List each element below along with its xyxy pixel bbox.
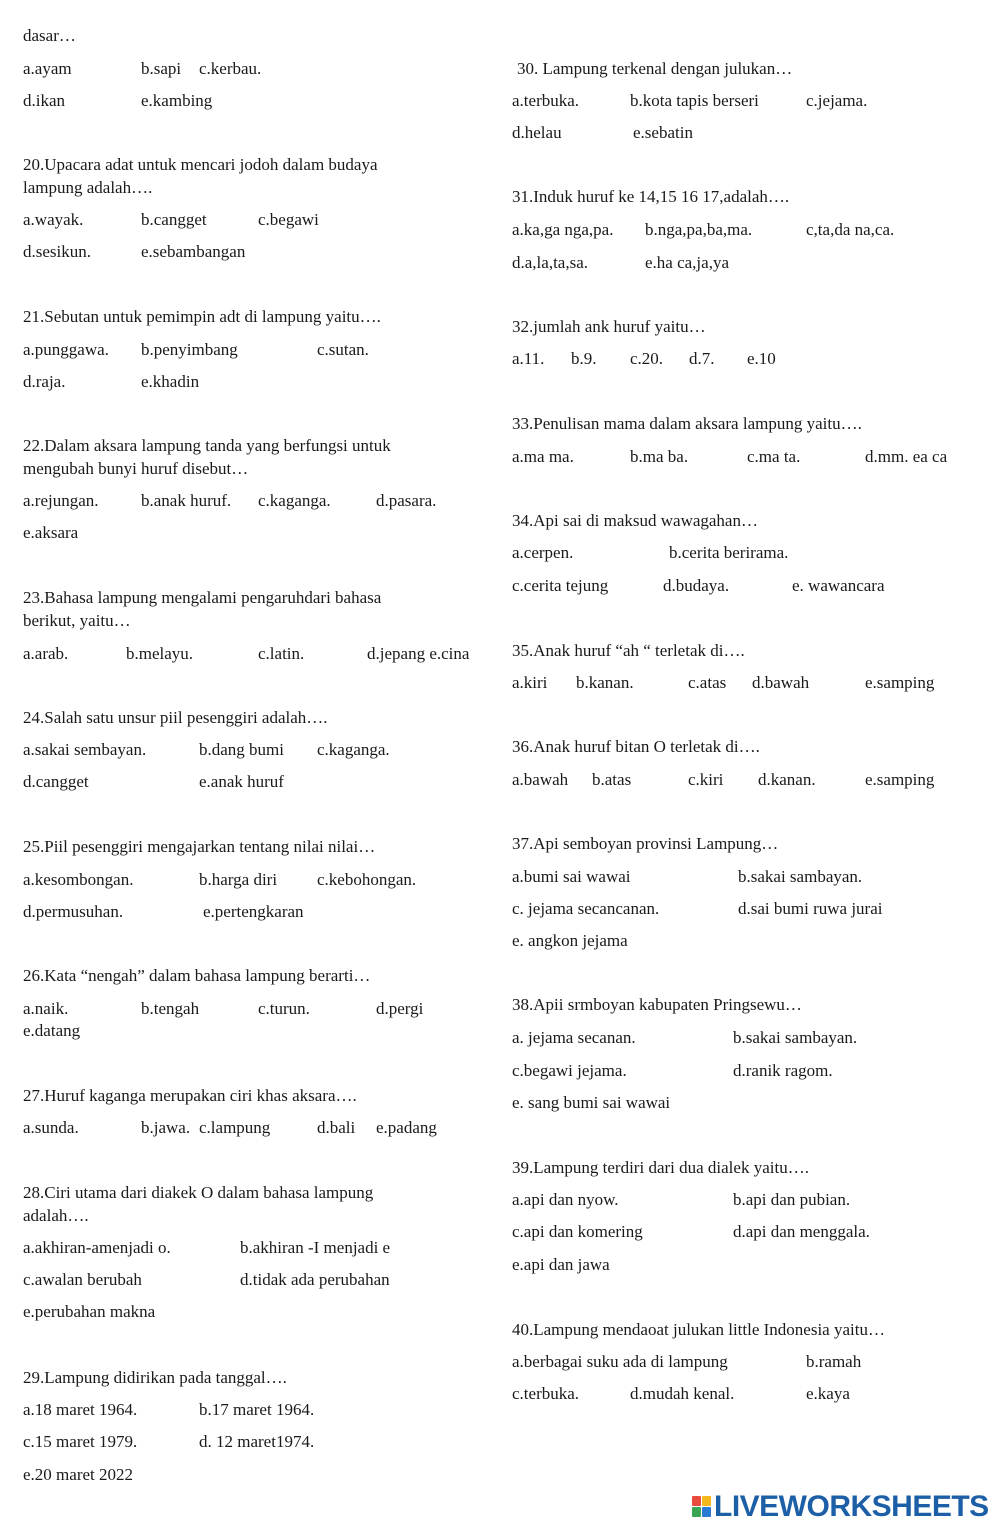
q32-option-c: c.20. (630, 349, 664, 368)
q37-option-e: e. angkon jejama (512, 931, 628, 950)
q20-option-b: b.cangget (141, 210, 207, 229)
q35-option-e: e.samping (865, 673, 935, 692)
q36-option-c: c.kiri (688, 770, 724, 789)
q35-option-b: b.kanan. (576, 673, 634, 692)
q34-option-d: d.budaya. (663, 576, 730, 595)
q30-option-c: c.jejama. (806, 91, 868, 110)
q26-option-a: a.naik. (23, 999, 69, 1018)
q29-option-b: b.17 maret 1964. (199, 1400, 315, 1419)
q32-option-b: b.9. (571, 349, 597, 368)
question-20-text-cont: lampung adalah…. (23, 178, 153, 197)
q36-option-a: a.bawah (512, 770, 569, 789)
question-34-text: 34.Api sai di maksud wawagahan… (512, 511, 758, 530)
q39-option-b: b.api dan pubian. (733, 1190, 851, 1209)
q22-option-e: e.aksara (23, 523, 79, 542)
q38-option-e: e. sang bumi sai wawai (512, 1093, 671, 1112)
q29-option-e: e.20 maret 2022 (23, 1465, 133, 1484)
q30-option-a: a.terbuka. (512, 91, 580, 110)
q34-option-c: c.cerita tejung (512, 576, 609, 595)
q21-option-b: b.penyimbang (141, 340, 238, 359)
q30-option-d: d.helau (512, 123, 562, 142)
q31-option-a: a.ka,ga nga,pa. (512, 220, 614, 239)
q25-option-d: d.permusuhan. (23, 902, 124, 921)
q24-option-c: c.kaganga. (317, 740, 390, 759)
q23-option-a: a.arab. (23, 644, 69, 663)
q23-option-b: b.melayu. (126, 644, 194, 663)
q27-option-d: d.bali (317, 1118, 356, 1137)
q39-option-e: e.api dan jawa (512, 1255, 610, 1274)
question-27-text: 27.Huruf kaganga merupakan ciri khas aksara…. (23, 1086, 357, 1105)
q36-option-b: b.atas (592, 770, 632, 789)
q27-option-a: a.sunda. (23, 1118, 79, 1137)
q28-option-c: c.awalan berubah (23, 1270, 142, 1289)
liveworksheets-logo-icon (692, 1496, 712, 1518)
q32-option-d: d.7. (689, 349, 715, 368)
q24-option-b: b.dang bumi (199, 740, 284, 759)
q32-option-a: a.11. (512, 349, 545, 368)
q21-option-d: d.raja. (23, 372, 66, 391)
q21-option-c: c.sutan. (317, 340, 369, 359)
question-23-text-cont: berikut, yaitu… (23, 611, 131, 630)
q21-option-a: a.punggawa. (23, 340, 109, 359)
q24-option-a: a.sakai sembayan. (23, 740, 147, 759)
q32-option-e: e.10 (747, 349, 776, 368)
brand-name: LIVEWORKSHEETS (714, 1490, 989, 1523)
q19-option-d: d.ikan (23, 91, 66, 110)
q34-option-a: a.cerpen. (512, 543, 574, 562)
question-36-text: 36.Anak huruf bitan O terletak di…. (512, 737, 760, 756)
q31-option-c: c,ta,da na,ca. (806, 220, 895, 239)
q20-option-e: e.sebambangan (141, 242, 246, 261)
q22-option-d: d.pasara. (376, 491, 437, 510)
question-26-text: 26.Kata “nengah” dalam bahasa lampung berarti… (23, 966, 371, 985)
q36-option-e: e.samping (865, 770, 935, 789)
q33-option-b: b.ma ba. (630, 447, 689, 466)
q24-option-d: d.cangget (23, 772, 89, 791)
q40-option-c: c.terbuka. (512, 1384, 580, 1403)
q19-option-c: c.kerbau. (199, 59, 262, 78)
question-30-text: 30. Lampung terkenal dengan julukan… (517, 59, 793, 78)
q26-option-e: e.datang (23, 1021, 81, 1040)
question-39-text: 39.Lampung terdiri dari dua dialek yaitu…. (512, 1158, 809, 1177)
q33-option-a: a.ma ma. (512, 447, 574, 466)
q37-option-b: b.sakai sambayan. (738, 867, 863, 886)
question-21-text: 21.Sebutan untuk pemimpin adt di lampung yaitu…. (23, 307, 381, 326)
question-29-text: 29.Lampung didirikan pada tanggal…. (23, 1368, 287, 1387)
q37-option-c: c. jejama secancanan. (512, 899, 660, 918)
q26-option-d: d.pergi (376, 999, 424, 1018)
question-32-text: 32.jumlah ank huruf yaitu… (512, 317, 706, 336)
question-35-text: 35.Anak huruf “ah “ terletak di…. (512, 641, 745, 660)
q37-option-a: a.bumi sai wawai (512, 867, 631, 886)
q22-option-a: a.rejungan. (23, 491, 99, 510)
q39-option-c: c.api dan komering (512, 1222, 643, 1241)
q23-option-d-e: d.jepang e.cina (367, 644, 470, 663)
question-19-continuation: dasar… (23, 26, 76, 45)
q25-option-b: b.harga diri (199, 870, 278, 889)
q19-option-a: a.ayam (23, 59, 72, 78)
q31-option-b: b.nga,pa,ba,ma. (645, 220, 753, 239)
q28-option-e: e.perubahan makna (23, 1302, 156, 1321)
q35-option-a: a.kiri (512, 673, 548, 692)
question-33-text: 33.Penulisan mama dalam aksara lampung yaitu…. (512, 414, 862, 433)
q22-option-c: c.kaganga. (258, 491, 331, 510)
q20-option-a: a.wayak. (23, 210, 84, 229)
q26-option-b: b.tengah (141, 999, 200, 1018)
q31-option-d: d.a,la,ta,sa. (512, 253, 588, 272)
q40-option-d: d.mudah kenal. (630, 1384, 735, 1403)
question-28-text: 28.Ciri utama dari diakek O dalam bahasa lampung (23, 1183, 374, 1202)
q37-option-d: d.sai bumi ruwa jurai (738, 899, 883, 918)
question-22-text-cont: mengubah bunyi huruf disebut… (23, 459, 249, 478)
q30-option-e: e.sebatin (633, 123, 693, 142)
question-20-text: 20.Upacara adat untuk mencari jodoh dalam budaya (23, 155, 378, 174)
q19-option-e: e.kambing (141, 91, 213, 110)
q34-option-e: e. wawancara (792, 576, 885, 595)
q25-option-e: e.pertengkaran (203, 902, 304, 921)
q24-option-e: e.anak huruf (199, 772, 284, 791)
q38-option-d: d.ranik ragom. (733, 1061, 833, 1080)
q26-option-c: c.turun. (258, 999, 310, 1018)
q38-option-b: b.sakai sambayan. (733, 1028, 858, 1047)
q20-option-c: c.begawi (258, 210, 319, 229)
q27-option-c: c.lampung (199, 1118, 271, 1137)
q29-option-a: a.18 maret 1964. (23, 1400, 138, 1419)
q29-option-d: d. 12 maret1974. (199, 1432, 315, 1451)
q39-option-a: a.api dan nyow. (512, 1190, 619, 1209)
q19-option-b: b.sapi (141, 59, 182, 78)
q31-option-e: e.ha ca,ja,ya (645, 253, 729, 272)
q40-option-a: a.berbagai suku ada di lampung (512, 1352, 728, 1371)
question-37-text: 37.Api semboyan provinsi Lampung… (512, 834, 779, 853)
q21-option-e: e.khadin (141, 372, 200, 391)
q27-option-e: e.padang (376, 1118, 437, 1137)
q35-option-d: d.bawah (752, 673, 810, 692)
q38-option-a: a. jejama secanan. (512, 1028, 636, 1047)
question-23-text: 23.Bahasa lampung mengalami pengaruhdari bahasa (23, 588, 382, 607)
q23-option-c: c.latin. (258, 644, 305, 663)
q39-option-d: d.api dan menggala. (733, 1222, 870, 1241)
liveworksheets-logo[interactable] (692, 1490, 992, 1522)
q28-option-d: d.tidak ada perubahan (240, 1270, 390, 1289)
q28-option-b: b.akhiran -I menjadi e (240, 1238, 391, 1257)
q38-option-c: c.begawi jejama. (512, 1061, 627, 1080)
q27-option-b: b.jawa. (141, 1118, 191, 1137)
q20-option-d: d.sesikun. (23, 242, 91, 261)
q40-option-e: e.kaya (806, 1384, 850, 1403)
q28-option-a: a.akhiran-amenjadi o. (23, 1238, 171, 1257)
q34-option-b: b.cerita berirama. (669, 543, 789, 562)
q33-option-d-e: d.mm. ea ca (865, 447, 948, 466)
q25-option-c: c.kebohongan. (317, 870, 417, 889)
q22-option-b: b.anak huruf. (141, 491, 232, 510)
q25-option-a: a.kesombongan. (23, 870, 134, 889)
question-38-text: 38.Apii srmboyan kabupaten Pringsewu… (512, 995, 802, 1014)
q35-option-c: c.atas (688, 673, 727, 692)
question-25-text: 25.Piil pesenggiri mengajarkan tentang nilai nilai… (23, 837, 376, 856)
q36-option-d: d.kanan. (758, 770, 816, 789)
question-24-text: 24.Salah satu unsur piil pesenggiri adalah…. (23, 708, 328, 727)
q33-option-c: c.ma ta. (747, 447, 801, 466)
q40-option-b: b.ramah (806, 1352, 862, 1371)
question-28-text-cont: adalah…. (23, 1206, 89, 1225)
question-22-text: 22.Dalam aksara lampung tanda yang berfungsi untuk (23, 436, 391, 455)
q30-option-b: b.kota tapis berseri (630, 91, 759, 110)
question-40-text: 40.Lampung mendaoat julukan little Indonesia yaitu… (512, 1320, 885, 1339)
question-31-text: 31.Induk huruf ke 14,15 16 17,adalah…. (512, 187, 790, 206)
q29-option-c: c.15 maret 1979. (23, 1432, 138, 1451)
